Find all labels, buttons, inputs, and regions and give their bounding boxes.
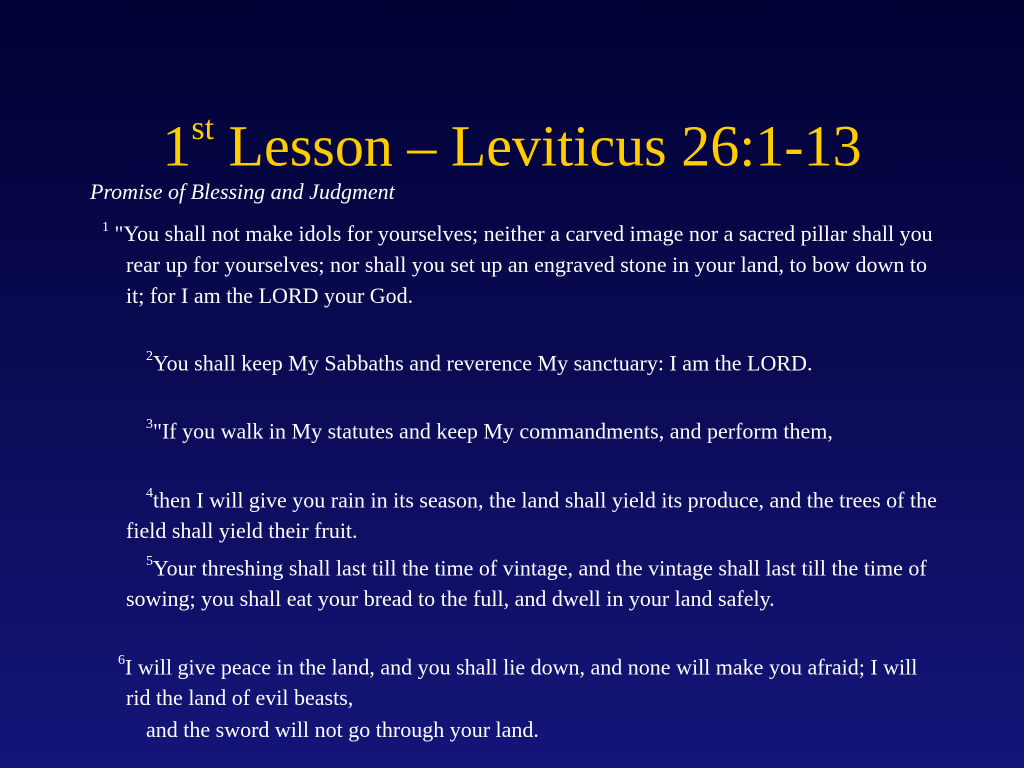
verse-5 [126,548,946,614]
verse-6-continuation: and the sword will not go through your land. [146,717,539,742]
slide-title [0,100,1024,181]
verse-1 [102,214,946,311]
verse-number: 3 [146,417,153,432]
slide-subtitle: Promise of Blessing and Judgment [90,179,395,204]
verse-text: "You shall not make idols for yourselves; neither a carved image nor a sacred pillar shall you rear up for yourselves; nor shall you set up an engraved stone in your land, to bow down to it; for I am the LORD your God. [109,221,933,309]
verse-text: You shall keep My Sabbaths and reverence My sanctuary: I am the LORD. [153,350,813,376]
verse-number: 6 [118,653,125,668]
verse-number: 2 [146,349,153,364]
verse-4 [126,480,946,546]
verse-6 [118,647,946,713]
verse-3 [126,411,946,446]
verse-2 [126,343,946,378]
title-ordinal-suffix: st [191,110,215,147]
verse-text: Your threshing shall last till the time of vintage, and the vintage shall last till the time of sowing; you shall eat your bread to the full, and dwell in your land safely. [126,555,927,612]
verse-text: I will give peace in the land, and you shall lie down, and none will make you afraid; I will rid the land of evil beasts, [125,654,918,711]
verse-text: "If you walk in My statutes and keep My commandments, and perform them, [153,418,833,444]
verse-number: 1 [102,220,109,235]
verse-number: 5 [146,554,153,569]
verse-number: 4 [146,486,153,501]
verse-text: then I will give you rain in its season, the land shall yield its produce, and the trees of the field shall yield their fruit. [126,487,937,544]
title-text: Lesson – Leviticus 26:1-13 [214,113,862,179]
title-number: 1 [162,113,192,179]
